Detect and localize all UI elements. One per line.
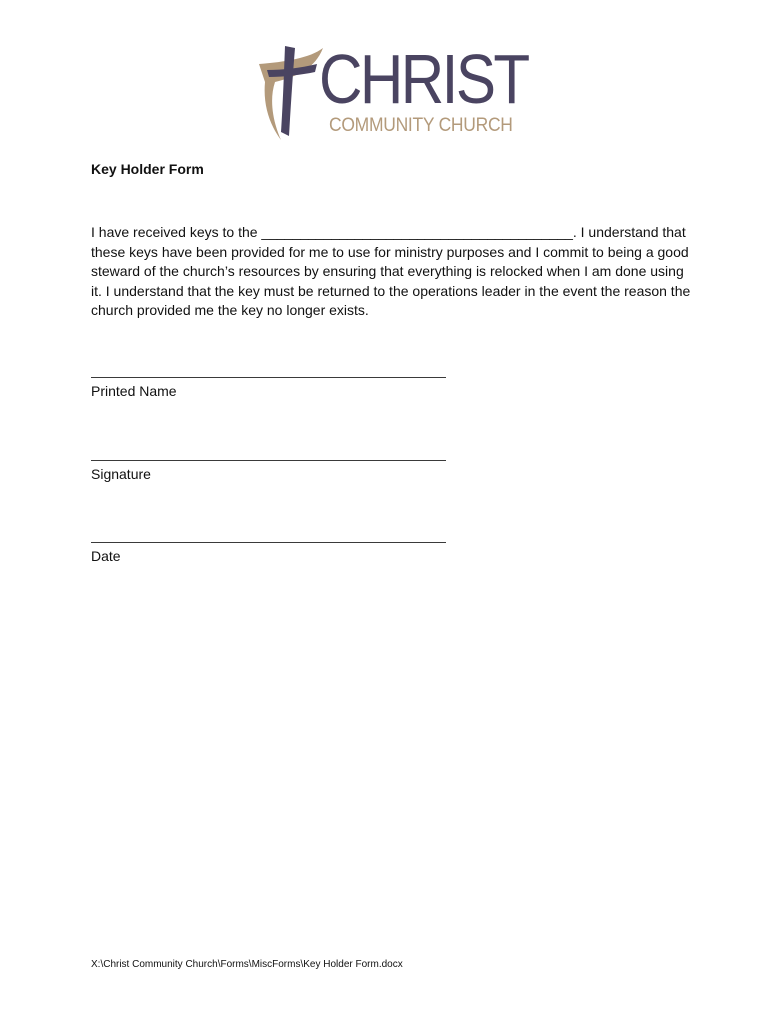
signature-line[interactable]	[91, 460, 446, 461]
agreement-paragraph: I have received keys to the ________________________________________. I understand that these keys have been provided for me to use for ministry purposes and I commit to being a good steward of the church’s resources by ensuring that everything is relocked when I am done using it. I understand that the key must be returned to the operations leader in the event the reason the church provided me the key no longer exists.	[91, 224, 691, 318]
cross-icon	[255, 42, 325, 142]
signature-field[interactable]	[91, 460, 446, 483]
printed-name-field[interactable]	[91, 377, 446, 400]
date-label: Date	[91, 548, 121, 564]
form-title: Key Holder Form	[91, 161, 204, 177]
signature-label: Signature	[91, 466, 151, 482]
logo-subtitle: COMMUNITY CHURCH	[329, 115, 513, 136]
printed-name-label: Printed Name	[91, 383, 177, 399]
date-line[interactable]	[91, 542, 446, 543]
file-path-footer: X:\Christ Community Church\Forms\MiscForms\Key Holder Form.docx	[91, 959, 403, 970]
church-logo	[255, 40, 528, 142]
logo-wordmark: CHRIST	[319, 40, 528, 118]
date-field[interactable]	[91, 542, 446, 565]
printed-name-line[interactable]	[91, 377, 446, 378]
